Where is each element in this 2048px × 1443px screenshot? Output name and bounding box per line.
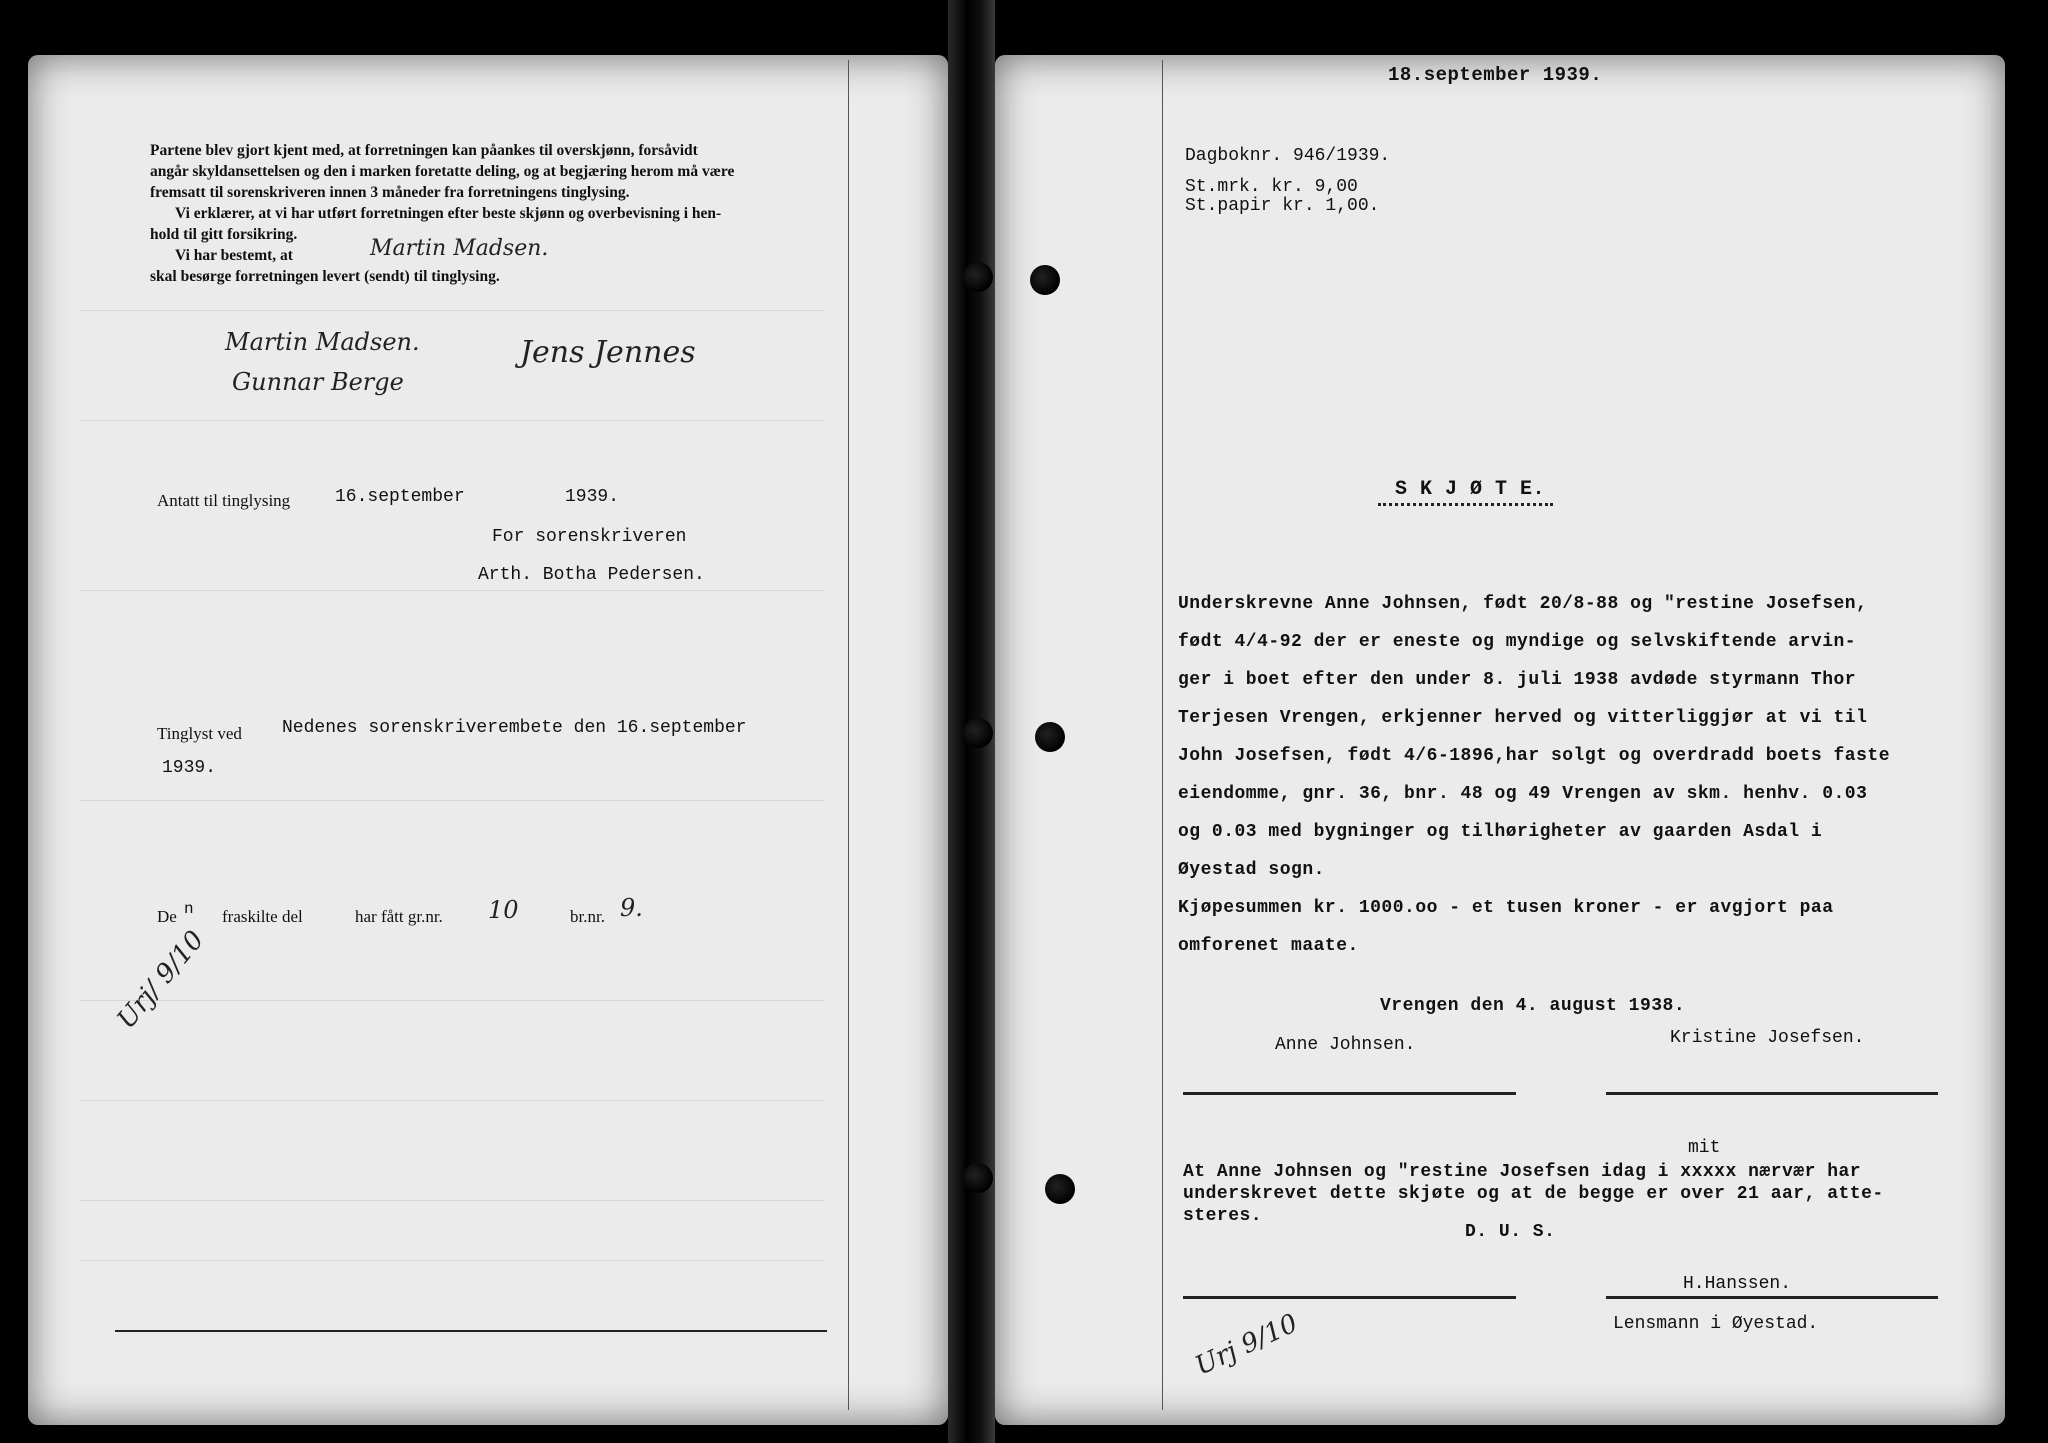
deed-line-3: ger i boet efter den under 8. juli 1938 avdøde styrmann Thor [1178, 670, 1857, 690]
title-underline [1378, 503, 1553, 506]
ruled-line [80, 310, 825, 311]
right-page-margin-line [1162, 60, 1163, 1410]
accepted-label: Antatt til tinglysing [157, 491, 291, 510]
deed-line-5: John Josefsen, født 4/6-1896,har solgt og overdradd boets faste [1178, 746, 1891, 766]
deed-line-2: født 4/4-92 der er eneste og myndige og selvskiftende arvin- [1178, 632, 1857, 652]
ruled-line [80, 420, 825, 421]
left-page-bottom-rule [115, 1330, 827, 1332]
deed-line-4: Terjesen Vrengen, erkjenner herved og vitterliggjør at vi til [1178, 708, 1868, 728]
punch-hole [963, 718, 993, 748]
signature-2: Gunnar Berge [232, 368, 404, 396]
form-paragraph-line-3: fremsatt til sorenskriveren innen 3 måneder fra forretningens tinglysing. [150, 184, 630, 201]
declaration-line-2: hold til gitt forsikring. [150, 226, 298, 243]
officer-name: H.Hanssen. [1683, 1274, 1792, 1294]
deed-line-8: Øyestad sogn. [1178, 860, 1325, 880]
form-paragraph-line-1: Partene blev gjort kjent med, at forretningen kan påankes til overskjønn, forsåvidt [150, 142, 698, 159]
attest-line-3: steres. [1183, 1206, 1263, 1226]
declaration-line-1: Vi erklærer, at vi har utført forretningen efter beste skjønn og overbevisning i hen- [175, 205, 722, 222]
right-page [995, 55, 2005, 1425]
ruled-line [80, 1200, 825, 1201]
punch-hole [1030, 265, 1060, 295]
deed-line-9: Kjøpesummen kr. 1000.oo - et tusen kroner - er avgjort paa [1178, 898, 1834, 918]
signature-3: Jens Jennes [520, 335, 696, 370]
left-margin-note: Urj/ 9/10 [111, 925, 211, 1035]
form-paragraph-line-2: angår skyldansettelsen og den i marken foretatte deling, og at begjæring herom må være [150, 163, 735, 180]
paper-fee: St.papir kr. 1,00. [1185, 196, 1380, 216]
left-page-margin-line [848, 60, 849, 1410]
signer-1-name: Anne Johnsen. [1275, 1035, 1416, 1055]
appointed-label: Vi har bestemt, at [175, 247, 293, 264]
dus-abbreviation: D. U. S. [1465, 1222, 1556, 1242]
deed-line-7: og 0.03 med bygninger og tilhørigheter av gaarden Asdal i [1178, 822, 1823, 842]
ruled-line [80, 1260, 825, 1261]
for-clerk: For sorenskriveren [492, 527, 687, 547]
deed-line-1: Underskrevne Anne Johnsen, født 20/8-88 og "restine Josefsen, [1178, 594, 1868, 614]
attest-line-2: underskrevet dette skjøte og at de begge er over 21 aar, atte- [1183, 1184, 1884, 1204]
signature-1: Martin Madsen. [225, 328, 420, 356]
registered-office: Nedenes sorenskriverembete den 16.september [282, 718, 747, 738]
officer-title: Lensmann i Øyestad. [1613, 1314, 1819, 1334]
right-margin-note: Urj 9/10 [1190, 1308, 1303, 1382]
place-date: Vrengen den 4. august 1938. [1380, 996, 1686, 1016]
parcel-prefix: De [157, 907, 177, 926]
ruled-line [80, 1000, 825, 1001]
punch-hole [963, 1163, 993, 1193]
registered-year: 1939. [162, 758, 217, 778]
signer-2-name: Kristine Josefsen. [1670, 1028, 1865, 1048]
registered-label: Tinglyst ved [157, 724, 242, 743]
deed-line-6: eiendomme, gnr. 36, bnr. 48 og 49 Vrengen av skm. henhv. 0.03 [1178, 784, 1868, 804]
punch-hole [1045, 1174, 1075, 1204]
ruled-line [80, 590, 825, 591]
accepted-year: 1939. [565, 487, 620, 507]
attest-line-1: At Anne Johnsen og "restine Josefsen idag i xxxxx nærvær har [1183, 1162, 1862, 1182]
document-title: S K J Ø T E. [1395, 478, 1546, 501]
punch-hole [963, 262, 993, 292]
ruled-line [80, 1100, 825, 1101]
clerk-name: Arth. Botha Pedersen. [478, 565, 705, 585]
appointed-name-handwritten: Martin Madsen. [370, 236, 549, 261]
parcel-part-label: fraskilte del [222, 907, 303, 926]
attest-insert: mit [1688, 1138, 1721, 1158]
signature-line-1 [1183, 1092, 1516, 1095]
journal-number: Dagboknr. 946/1939. [1185, 146, 1391, 166]
punch-hole [1035, 722, 1065, 752]
signature-line-2 [1606, 1092, 1938, 1095]
deed-line-10: omforenet maate. [1178, 936, 1359, 956]
parcel-bnr-label: br.nr. [570, 907, 605, 926]
parcel-suffix: n [184, 900, 194, 918]
parcel-gnr-label: har fått gr.nr. [355, 907, 443, 926]
ruled-line [80, 800, 825, 801]
parcel-bnr: 9. [620, 894, 643, 922]
officer-line-right [1606, 1296, 1938, 1299]
stamp-fee: St.mrk. kr. 9,00 [1185, 177, 1358, 197]
date-header: 18.september 1939. [1388, 64, 1603, 86]
officer-line-left [1183, 1296, 1516, 1299]
delivery-line: skal besørge forretningen levert (sendt) til tinglysing. [150, 268, 500, 285]
accepted-date: 16.september [335, 487, 465, 507]
parcel-gnr: 10 [488, 896, 519, 924]
